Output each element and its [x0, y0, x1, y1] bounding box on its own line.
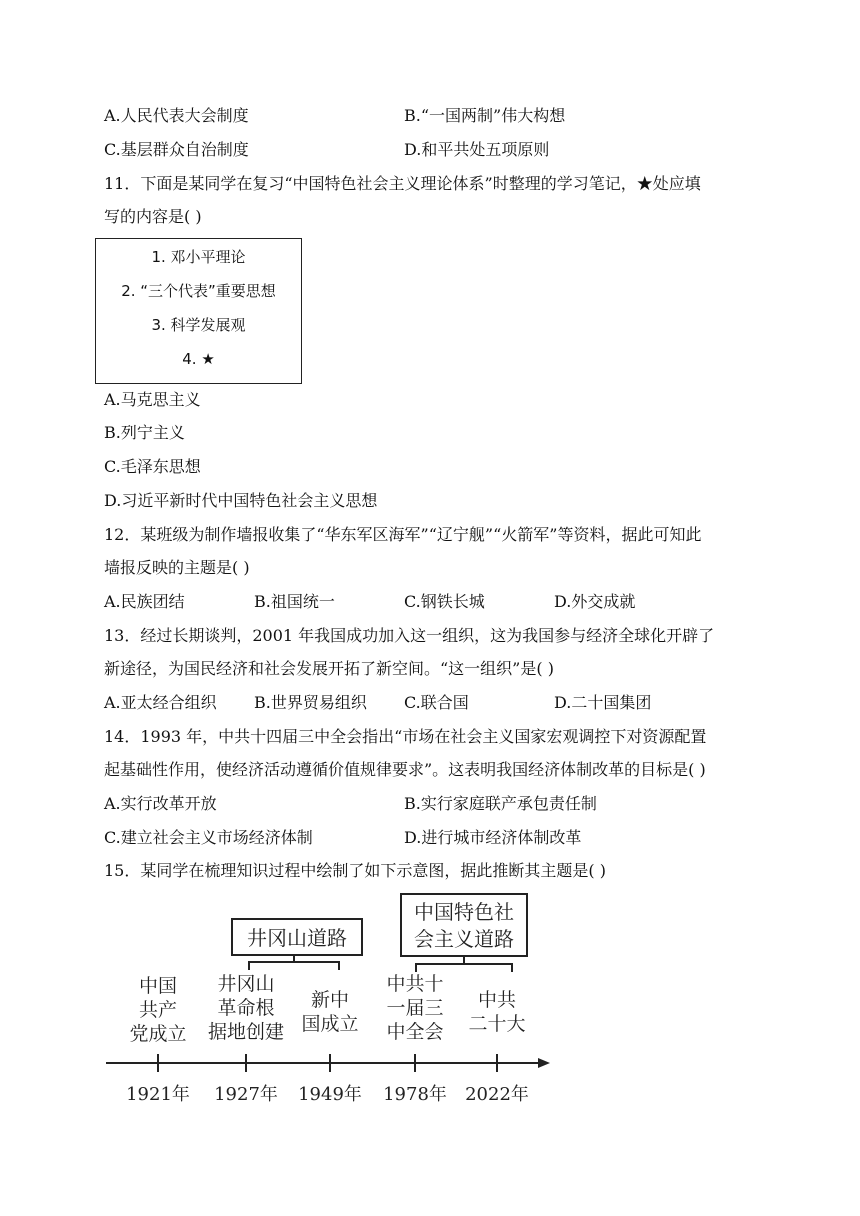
box-jinggangshan-road-label: 井冈山道路 [247, 926, 347, 950]
event-4-line-2: 一届三 [386, 997, 444, 1019]
q14-option-b: B.实行家庭联产承包责任制 [404, 794, 597, 813]
q14-option-d: D.进行城市经济体制改革 [404, 828, 582, 847]
year-1927: 1927年 [214, 1084, 278, 1105]
q13-option-c: C.联合国 [404, 693, 469, 712]
q13-stem-line2: 新途径，为国民经济和社会发展开拓了新空间。“这一组织”是( ) [104, 659, 554, 678]
bracket-2 [416, 956, 512, 972]
q12-stem-line2: 墙报反映的主题是( ) [104, 558, 250, 577]
q10-option-a: A.人民代表大会制度 [104, 106, 249, 125]
note-item-3: 3. 科学发展观 [151, 316, 246, 334]
study-notes-box [95, 238, 302, 384]
timeline-diagram [104, 888, 552, 1110]
q13-option-b: B.世界贸易组织 [254, 693, 367, 712]
event-1-line-3: 党成立 [129, 1023, 187, 1045]
q11-stem-line1: 11．下面是某同学在复习“中国特色社会主义理论体系”时整理的学习笔记，★处应填 [104, 174, 701, 193]
event-5-line-1: 中共 [477, 989, 517, 1011]
event-4-line-1: 中共十 [386, 973, 444, 995]
timeline-arrow-icon [538, 1058, 550, 1068]
q11-option-a: A.马克思主义 [104, 390, 201, 409]
q13-option-d: D.二十国集团 [554, 693, 652, 712]
event-2-line-3: 据地创建 [207, 1021, 285, 1043]
box-socialism-road-label-2: 会主义道路 [414, 927, 514, 951]
q12-option-b: B.祖国统一 [254, 592, 335, 611]
q11-option-d: D.习近平新时代中国特色社会主义思想 [104, 491, 378, 510]
q10-option-b: B.“一国两制”伟大构想 [404, 106, 566, 125]
q12-option-a: A.民族团结 [104, 592, 185, 611]
q13-option-a: A.亚太经合组织 [104, 693, 217, 712]
q11-option-b: B.列宁主义 [104, 423, 185, 442]
event-4-line-3: 中全会 [386, 1021, 444, 1043]
event-2-line-1: 井冈山 [217, 973, 275, 995]
year-1921: 1921年 [126, 1084, 190, 1105]
event-2-line-2: 革命根 [217, 997, 275, 1019]
q14-option-c: C.建立社会主义市场经济体制 [104, 828, 313, 847]
q12-stem-line1: 12．某班级为制作墙报收集了“华东军区海军”“辽宁舰”“火箭军”等资料，据此可知此 [104, 525, 702, 544]
q10-option-c: C.基层群众自治制度 [104, 140, 249, 159]
q14-stem-line2: 起基础性作用，使经济活动遵循价值规律要求”。这表明我国经济体制改革的目标是( ) [104, 760, 706, 779]
year-1978: 1978年 [383, 1084, 447, 1105]
q13-stem-line1: 13．经过长期谈判，2001 年我国成功加入这一组织，这为我国参与经济全球化开辟了 [104, 626, 715, 645]
event-3-line-2: 国成立 [301, 1013, 359, 1035]
event-1-line-1: 中国 [138, 975, 178, 997]
q15-stem: 15．某同学在梳理知识过程中绘制了如下示意图，据此推断其主题是( ) [104, 861, 606, 880]
year-1949: 1949年 [298, 1084, 362, 1105]
note-item-4: 4. ★ [182, 350, 215, 368]
q12-option-c: C.钢铁长城 [404, 592, 485, 611]
bracket-1 [249, 955, 339, 970]
year-2022: 2022年 [465, 1084, 529, 1105]
event-5-line-2: 二十大 [468, 1013, 526, 1035]
q14-stem-line1: 14．1993 年，中共十四届三中全会指出“市场在社会主义国家宏观调控下对资源配置 [104, 727, 707, 746]
q14-option-a: A.实行改革开放 [104, 794, 217, 813]
q10-option-d: D.和平共处五项原则 [404, 140, 550, 159]
q12-option-d: D.外交成就 [554, 592, 636, 611]
q11-option-c: C.毛泽东思想 [104, 457, 201, 476]
note-item-1: 1. 邓小平理论 [151, 248, 246, 266]
q11-stem-line2: 写的内容是( ) [104, 207, 202, 226]
note-item-2: 2. “三个代表”重要思想 [121, 282, 276, 300]
event-3-line-1: 新中 [310, 989, 350, 1011]
box-socialism-road-label-1: 中国特色社 [414, 900, 514, 924]
event-1-line-2: 共产 [138, 999, 178, 1021]
